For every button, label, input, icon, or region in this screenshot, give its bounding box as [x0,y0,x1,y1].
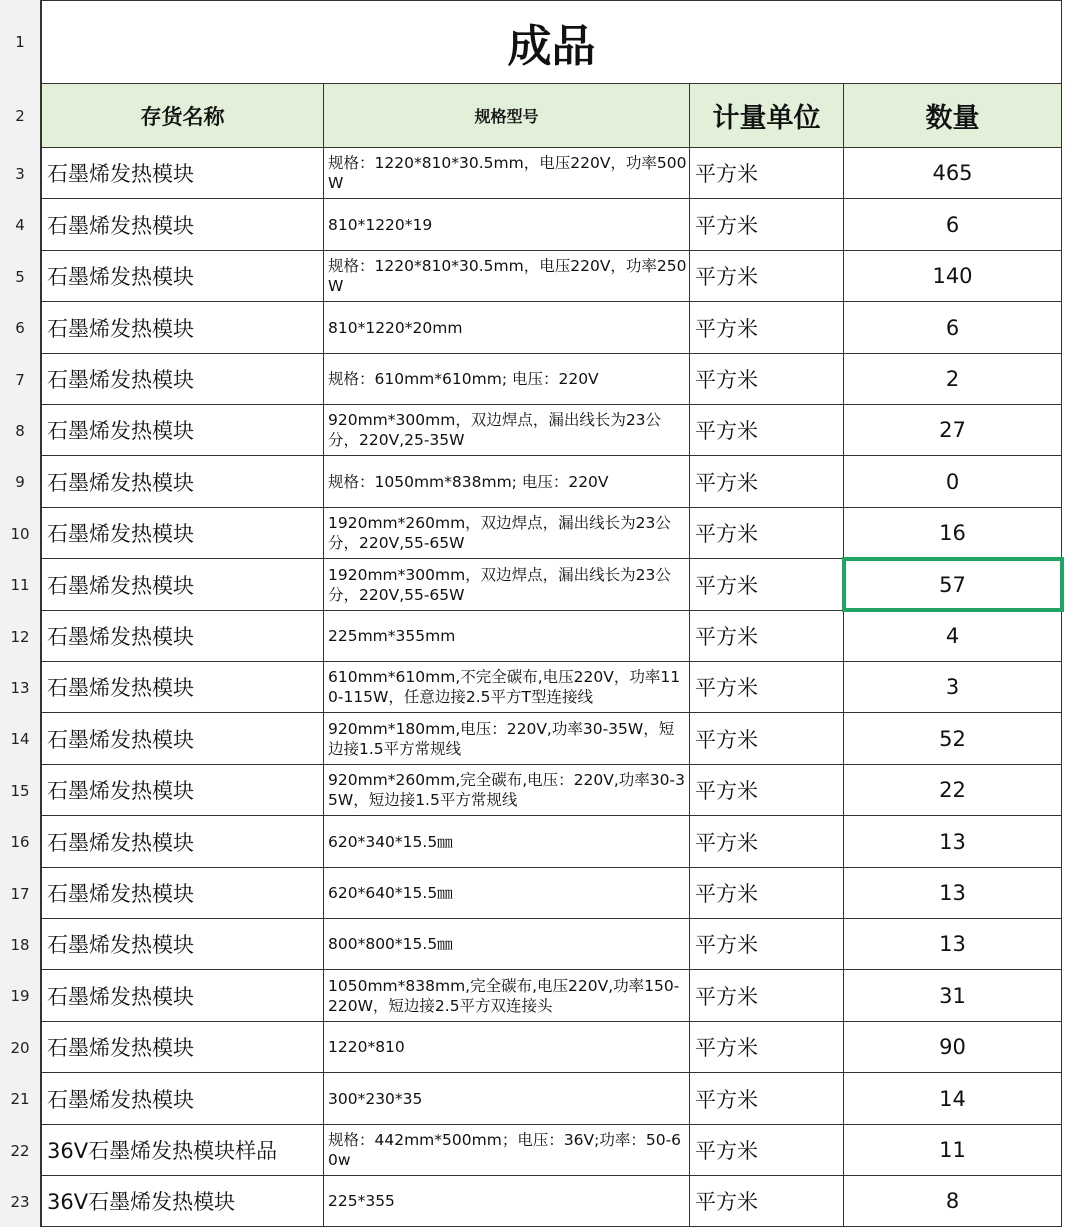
quantity-cell[interactable]: 31 [844,970,1062,1022]
unit-cell[interactable]: 平方米 [690,559,844,611]
unit-cell[interactable]: 平方米 [690,199,844,251]
item-name-cell[interactable]: 石墨烯发热模块 [42,816,324,868]
unit-cell[interactable]: 平方米 [690,302,844,354]
item-name-cell[interactable]: 石墨烯发热模块 [42,765,324,816]
row-header[interactable]: 6 [0,302,42,354]
unit-cell[interactable]: 平方米 [690,1073,844,1125]
row-header[interactable]: 21 [0,1073,42,1125]
sheet-title-cell[interactable]: 成品 [42,0,1062,84]
quantity-cell[interactable]: 3 [844,662,1062,713]
quantity-cell[interactable]: 16 [844,508,1062,559]
unit-cell[interactable]: 平方米 [690,919,844,970]
unit-cell[interactable]: 平方米 [690,405,844,456]
quantity-cell[interactable]: 2 [844,354,1062,405]
quantity-cell[interactable]: 90 [844,1022,1062,1073]
spec-model-cell[interactable]: 920mm*300mm，双边焊点，漏出线长为23公分，220V,25-35W [324,405,690,456]
spec-model-cell[interactable]: 225*355 [324,1176,690,1227]
row-header[interactable]: 14 [0,713,42,765]
item-name-cell[interactable]: 石墨烯发热模块 [42,302,324,354]
unit-cell[interactable]: 平方米 [690,354,844,405]
row-header[interactable]: 8 [0,405,42,456]
unit-cell[interactable]: 平方米 [690,816,844,868]
spec-model-cell[interactable]: 规格：1050mm*838mm; 电压：220V [324,456,690,508]
spec-model-cell[interactable]: 1050mm*838mm,完全碳布,电压220V,功率150-220W，短边接2.5平方双连接头 [324,970,690,1022]
row-header-2[interactable]: 2 [0,84,42,148]
item-name-cell[interactable]: 石墨烯发热模块 [42,405,324,456]
quantity-cell[interactable]: 57 [844,559,1062,611]
row-header-1[interactable]: 1 [0,0,42,84]
spec-model-cell[interactable]: 620*640*15.5㎜ [324,868,690,919]
item-name-cell[interactable]: 石墨烯发热模块 [42,662,324,713]
row-header[interactable]: 3 [0,148,42,199]
spec-model-cell[interactable]: 920mm*180mm,电压：220V,功率30-35W，短边接1.5平方常规线 [324,713,690,765]
row-header[interactable]: 4 [0,199,42,251]
quantity-cell[interactable]: 8 [844,1176,1062,1227]
spec-model-cell[interactable]: 800*800*15.5㎜ [324,919,690,970]
item-name-cell[interactable]: 石墨烯发热模块 [42,199,324,251]
unit-cell[interactable]: 平方米 [690,868,844,919]
unit-cell[interactable]: 平方米 [690,1125,844,1176]
quantity-cell[interactable]: 6 [844,302,1062,354]
item-name-cell[interactable]: 石墨烯发热模块 [42,354,324,405]
row-header[interactable]: 13 [0,662,42,713]
row-header[interactable]: 19 [0,970,42,1022]
item-name-cell[interactable]: 石墨烯发热模块 [42,559,324,611]
item-name-cell[interactable]: 石墨烯发热模块 [42,251,324,302]
row-header[interactable]: 9 [0,456,42,508]
spec-model-cell[interactable]: 1220*810 [324,1022,690,1073]
quantity-cell[interactable]: 11 [844,1125,1062,1176]
spec-model-cell[interactable]: 1920mm*260mm，双边焊点，漏出线长为23公分，220V,55-65W [324,508,690,559]
unit-cell[interactable]: 平方米 [690,970,844,1022]
quantity-cell[interactable]: 52 [844,713,1062,765]
quantity-cell[interactable]: 27 [844,405,1062,456]
quantity-cell[interactable]: 140 [844,251,1062,302]
item-name-cell[interactable]: 石墨烯发热模块 [42,868,324,919]
row-header[interactable]: 16 [0,816,42,868]
quantity-cell[interactable]: 0 [844,456,1062,508]
row-header[interactable]: 23 [0,1176,42,1227]
spec-model-cell[interactable]: 规格：1220*810*30.5mm，电压220V，功率500W [324,148,690,199]
unit-cell[interactable]: 平方米 [690,611,844,662]
column-header-spec-model[interactable]: 规格型号 [324,84,690,148]
quantity-cell[interactable]: 13 [844,816,1062,868]
item-name-cell[interactable]: 石墨烯发热模块 [42,970,324,1022]
quantity-cell[interactable]: 13 [844,868,1062,919]
spec-model-cell[interactable]: 610mm*610mm,不完全碳布,电压220V，功率110-115W，任意边接2.5平方T型连接线 [324,662,690,713]
row-header[interactable]: 12 [0,611,42,662]
spec-model-cell[interactable]: 810*1220*20mm [324,302,690,354]
spec-model-cell[interactable]: 1920mm*300mm，双边焊点，漏出线长为23公分，220V,55-65W [324,559,690,611]
row-header[interactable]: 11 [0,559,42,611]
item-name-cell[interactable]: 石墨烯发热模块 [42,1022,324,1073]
quantity-cell[interactable]: 6 [844,199,1062,251]
unit-cell[interactable]: 平方米 [690,1022,844,1073]
unit-cell[interactable]: 平方米 [690,765,844,816]
quantity-cell[interactable]: 4 [844,611,1062,662]
row-header[interactable]: 20 [0,1022,42,1073]
item-name-cell[interactable]: 36V石墨烯发热模块样品 [42,1125,324,1176]
item-name-cell[interactable]: 石墨烯发热模块 [42,148,324,199]
row-header[interactable]: 15 [0,765,42,816]
spec-model-cell[interactable]: 620*340*15.5㎜ [324,816,690,868]
item-name-cell[interactable]: 36V石墨烯发热模块 [42,1176,324,1227]
item-name-cell[interactable]: 石墨烯发热模块 [42,713,324,765]
quantity-cell[interactable]: 14 [844,1073,1062,1125]
row-header[interactable]: 10 [0,508,42,559]
column-header-unit[interactable]: 计量单位 [690,84,844,148]
spec-model-cell[interactable]: 225mm*355mm [324,611,690,662]
item-name-cell[interactable]: 石墨烯发热模块 [42,1073,324,1125]
spec-model-cell[interactable]: 920mm*260mm,完全碳布,电压：220V,功率30-35W，短边接1.5平方常规线 [324,765,690,816]
row-header[interactable]: 17 [0,868,42,919]
unit-cell[interactable]: 平方米 [690,1176,844,1227]
item-name-cell[interactable]: 石墨烯发热模块 [42,611,324,662]
quantity-cell[interactable]: 13 [844,919,1062,970]
item-name-cell[interactable]: 石墨烯发热模块 [42,919,324,970]
row-header[interactable]: 18 [0,919,42,970]
unit-cell[interactable]: 平方米 [690,456,844,508]
column-header-item-name[interactable]: 存货名称 [42,84,324,148]
row-header[interactable]: 7 [0,354,42,405]
quantity-cell[interactable]: 465 [844,148,1062,199]
unit-cell[interactable]: 平方米 [690,662,844,713]
item-name-cell[interactable]: 石墨烯发热模块 [42,456,324,508]
unit-cell[interactable]: 平方米 [690,251,844,302]
spec-model-cell[interactable]: 规格：442mm*500mm；电压：36V;功率：50-60w [324,1125,690,1176]
quantity-cell[interactable]: 22 [844,765,1062,816]
row-header[interactable]: 22 [0,1125,42,1176]
column-header-quantity[interactable]: 数量 [844,84,1062,148]
unit-cell[interactable]: 平方米 [690,713,844,765]
spec-model-cell[interactable]: 810*1220*19 [324,199,690,251]
item-name-cell[interactable]: 石墨烯发热模块 [42,508,324,559]
spec-model-cell[interactable]: 300*230*35 [324,1073,690,1125]
row-header[interactable]: 5 [0,251,42,302]
unit-cell[interactable]: 平方米 [690,148,844,199]
spec-model-cell[interactable]: 规格：1220*810*30.5mm，电压220V，功率250W [324,251,690,302]
spec-model-cell[interactable]: 规格：610mm*610mm; 电压：220V [324,354,690,405]
unit-cell[interactable]: 平方米 [690,508,844,559]
